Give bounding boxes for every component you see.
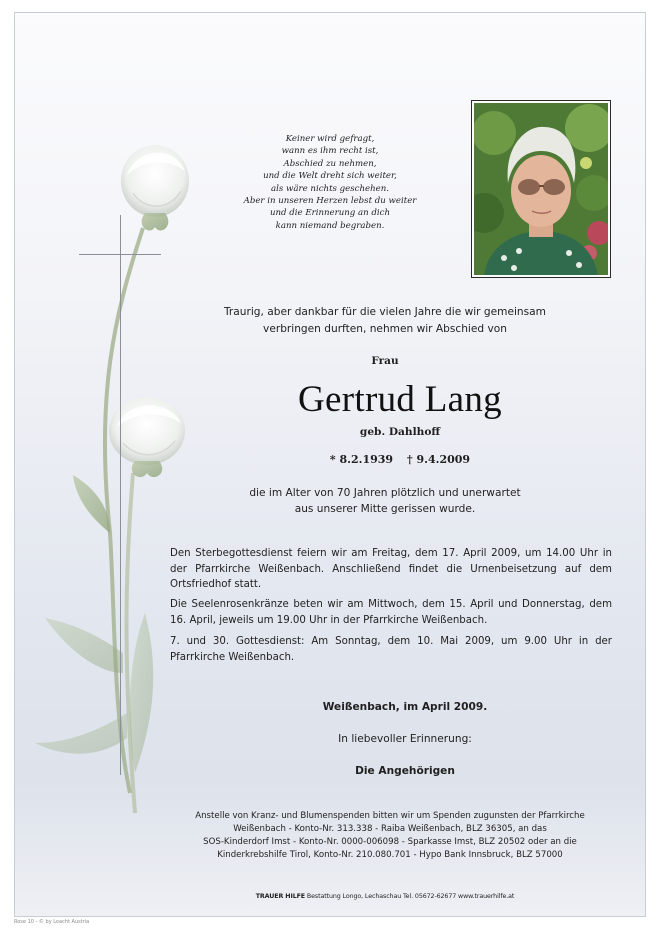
death-date: † 9.4.2009 (406, 453, 471, 466)
poem-line: und die Welt dreht sich weiter, (263, 171, 397, 182)
footer-brand: TRAUER HILFE (255, 893, 306, 900)
birth-date: * 8.2.1939 (329, 453, 394, 466)
poem-line: wann es ihm recht ist, (281, 146, 379, 157)
age-line: die im Alter von 70 Jahren plötzlich und unerwartet (249, 487, 521, 499)
age-line: aus unserer Mitte gerissen wurde. (294, 502, 476, 515)
rosary-paragraph: Die Seelenrosenkränze beten wir am Mittwoch, dem 15. April und Donnerstag, dem 16. April, jeweils um 19.00 Uhr in der Pfarrkirche Weißenbach. (170, 599, 612, 626)
salutation: Frau (371, 355, 399, 367)
undertaker-footer (165, 893, 605, 901)
memory-line: In liebevoller Erinnerung: (338, 733, 472, 745)
donation-line: Kinderkrebshilfe Tirol, Konto-Nr. 210.080.701 - Hypo Bank Innsbruck, BLZ 57000 (217, 850, 563, 860)
family-signature: Die Angehörigen (355, 765, 455, 777)
poem-line: kann niemand begraben. (275, 220, 385, 231)
life-dates (215, 453, 585, 466)
poem-line: Keiner wird gefragt, (285, 134, 375, 144)
deceased-name: Gertrud Lang (298, 379, 502, 420)
template-reference: Rose 10 - © by Loacht Austria (14, 919, 90, 925)
funeral-mass-paragraph: Den Sterbegottesdienst feiern wir am Freitag, dem 17. April 2009, um 14.00 Uhr in der Pfarrkirche Weißenbach. Anschließend findet die Urnenbeisetzung auf dem Ortsfriedhof statt. (170, 548, 612, 590)
donation-note (170, 810, 610, 862)
white-rose-icon (15, 13, 215, 916)
cross-icon (120, 215, 121, 775)
poem (221, 133, 439, 232)
poem-line: Abschied zu nehmen, (283, 158, 377, 169)
poem-line: als wäre nichts geschehen. (271, 183, 389, 194)
intro-text (185, 304, 585, 337)
intro-line: Traurig, aber dankbar für die vielen Jahre die wir gemeinsam (224, 306, 546, 318)
portrait-photo (474, 103, 608, 275)
donation-line: Weißenbach - Konto-Nr. 313.338 - Raiba Weißenbach, BLZ 36305, an das (233, 824, 547, 834)
cross-bar (79, 254, 161, 255)
obituary-card (14, 12, 646, 917)
intro-line: verbringen durften, nehmen wir Abschied von (263, 322, 507, 335)
memorial-mass-paragraph: 7. und 30. Gottesdienst: Am Sonntag, dem 10. Mai 2009, um 9.00 Uhr in der Pfarrkirche Weißenbach. (170, 636, 612, 663)
portrait-photo-frame (471, 100, 611, 278)
footer-text: Bestattung Longo, Lechaschau Tel. 05672-62677 www.trauerhilfe.at (306, 893, 515, 900)
poem-line: und die Erinnerung an dich (269, 208, 391, 219)
donation-line: SOS-Kinderdorf Imst - Konto-Nr. 0000-006098 - Sparkasse Imst, BLZ 20502 oder an die (203, 837, 577, 847)
age-text (185, 486, 585, 517)
poem-line: Aber in unseren Herzen lebst du weiter (243, 196, 417, 207)
place-date: Weißenbach, im April 2009. (322, 701, 488, 713)
maiden-name: geb. Dahlhoff (359, 426, 441, 438)
donation-line: Anstelle von Kranz- und Blumenspenden bitten wir um Spenden zugunsten der Pfarrkirche (195, 811, 585, 821)
